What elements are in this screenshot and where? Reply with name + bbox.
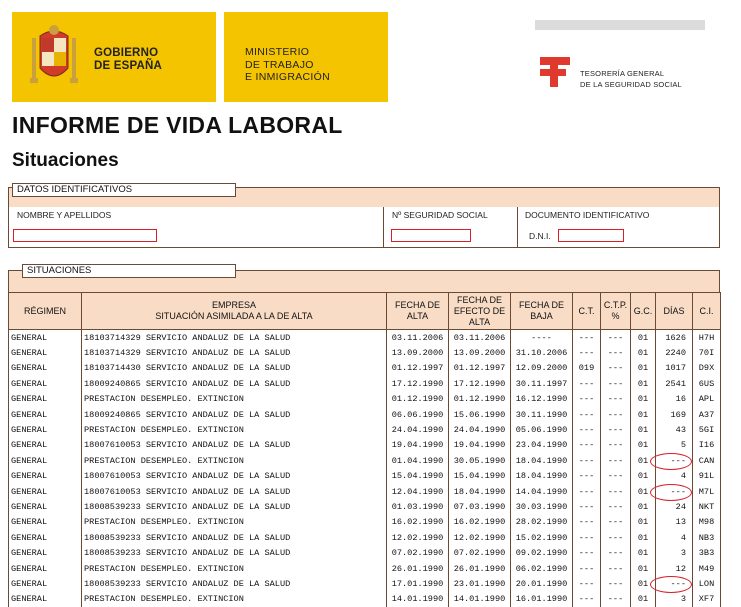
cell-ci: 6US (693, 376, 721, 391)
table-row (9, 592, 721, 607)
cell-ct: --- (573, 561, 601, 576)
cell-ci: APL (693, 392, 721, 407)
highlight-oval (650, 453, 692, 470)
cell-ci: M98 (693, 515, 721, 530)
cell-empresa: 18008539233 SERVICIO ANDALUZ DE LA SALUD (82, 545, 387, 560)
cell-gc: 01 (631, 469, 656, 484)
cell-ctp: --- (601, 545, 631, 560)
col-regimen: RÉGIMEN (9, 293, 82, 330)
cell-gc: 01 (631, 361, 656, 376)
cell-fecha-alta: 12.02.1990 (387, 530, 449, 545)
cell-gc: 01 (631, 422, 656, 437)
cell-ci: 5GI (693, 422, 721, 437)
cell-fecha-baja: 15.02.1990 (511, 530, 573, 545)
gobierno-line1: GOBIERNO (94, 47, 162, 60)
table-row (9, 453, 721, 468)
table-row (9, 530, 721, 545)
doc-label: DOCUMENTO IDENTIFICATIVO (525, 210, 649, 220)
cell-ci: CAN (693, 453, 721, 468)
dni-redacted-box (558, 229, 624, 242)
cell-fecha-baja: 14.04.1990 (511, 484, 573, 499)
cell-fecha-alta: 15.04.1990 (387, 469, 449, 484)
cell-fecha-baja: 30.11.1997 (511, 376, 573, 391)
cell-ci: NB3 (693, 530, 721, 545)
cell-fecha-efecto: 01.12.1990 (449, 392, 511, 407)
cell-fecha-baja: 12.09.2000 (511, 361, 573, 376)
cell-ci: H7H (693, 330, 721, 346)
cell-fecha-alta: 06.06.1990 (387, 407, 449, 422)
cell-ct: --- (573, 515, 601, 530)
cell-gc: 01 (631, 592, 656, 607)
table-row (9, 392, 721, 407)
cell-ci: 3B3 (693, 545, 721, 560)
gobierno-logo-block (12, 12, 216, 102)
cell-fecha-baja: 28.02.1990 (511, 515, 573, 530)
cell-fecha-efecto: 14.01.1990 (449, 592, 511, 607)
table-row (9, 469, 721, 484)
cell-fecha-efecto: 24.04.1990 (449, 422, 511, 437)
cell-fecha-efecto: 15.06.1990 (449, 407, 511, 422)
cell-fecha-baja: 23.04.1990 (511, 438, 573, 453)
col-empresa-title: EMPRESA (83, 300, 385, 311)
cell-empresa: 18007610053 SERVICIO ANDALUZ DE LA SALUD (82, 438, 387, 453)
cell-fecha-efecto: 07.02.1990 (449, 545, 511, 560)
table-body (9, 330, 721, 607)
cell-ctp: --- (601, 484, 631, 499)
cell-fecha-alta: 01.03.1990 (387, 499, 449, 514)
cell-ci: I16 (693, 438, 721, 453)
cell-fecha-efecto: 03.11.2006 (449, 330, 511, 346)
cell-dias: 169 (656, 407, 693, 422)
tgss-text (580, 68, 682, 90)
nombre-redacted-box (13, 229, 157, 242)
table-header-row (9, 293, 721, 330)
col-gc: G.C. (631, 293, 656, 330)
table-row (9, 361, 721, 376)
cell-dias: 43 (656, 422, 693, 437)
divider (517, 207, 518, 247)
cell-empresa: PRESTACION DESEMPLEO. EXTINCION (82, 592, 387, 607)
ministerio-line3: E INMIGRACIÓN (245, 71, 330, 84)
cell-regimen: GENERAL (9, 484, 82, 499)
tgss-line1: TESORERÍA GENERAL (580, 68, 682, 79)
cell-ct: --- (573, 592, 601, 607)
cell-ct: --- (573, 330, 601, 346)
table-row (9, 345, 721, 360)
cell-empresa: 18103714329 SERVICIO ANDALUZ DE LA SALUD (82, 345, 387, 360)
cell-gc: 01 (631, 438, 656, 453)
cell-fecha-baja: 18.04.1990 (511, 469, 573, 484)
cell-ctp: --- (601, 469, 631, 484)
col-ct: C.T. (573, 293, 601, 330)
cell-regimen: GENERAL (9, 345, 82, 360)
cell-fecha-efecto: 18.04.1990 (449, 484, 511, 499)
cell-regimen: GENERAL (9, 453, 82, 468)
cell-fecha-baja: 31.10.2006 (511, 345, 573, 360)
cell-ctp: --- (601, 345, 631, 360)
cell-empresa: PRESTACION DESEMPLEO. EXTINCION (82, 515, 387, 530)
ministerio-text (245, 46, 330, 84)
cell-ct: --- (573, 469, 601, 484)
cell-ci: M7L (693, 484, 721, 499)
cell-fecha-alta: 01.04.1990 (387, 453, 449, 468)
table-row (9, 545, 721, 560)
cell-fecha-efecto: 23.01.1990 (449, 576, 511, 591)
cell-regimen: GENERAL (9, 515, 82, 530)
cell-empresa: 18009240865 SERVICIO ANDALUZ DE LA SALUD (82, 376, 387, 391)
cell-dias: 13 (656, 515, 693, 530)
cell-regimen: GENERAL (9, 499, 82, 514)
cell-ctp: --- (601, 530, 631, 545)
cell-ct: 019 (573, 361, 601, 376)
cell-ct: --- (573, 484, 601, 499)
cell-ci: LON (693, 576, 721, 591)
cell-fecha-alta: 17.12.1990 (387, 376, 449, 391)
cell-gc: 01 (631, 392, 656, 407)
cell-regimen: GENERAL (9, 592, 82, 607)
cell-ct: --- (573, 407, 601, 422)
ministerio-logo-block (224, 12, 388, 102)
situaciones-table (8, 292, 721, 607)
cell-ctp: --- (601, 392, 631, 407)
cell-regimen: GENERAL (9, 530, 82, 545)
cell-fecha-baja: 05.06.1990 (511, 422, 573, 437)
cell-fecha-efecto: 12.02.1990 (449, 530, 511, 545)
cell-regimen: GENERAL (9, 361, 82, 376)
cell-ctp: --- (601, 592, 631, 607)
table-row (9, 576, 721, 591)
cell-ctp: --- (601, 407, 631, 422)
cell-fecha-efecto: 26.01.1990 (449, 561, 511, 576)
page-title: INFORME DE VIDA LABORAL (12, 112, 343, 139)
cell-gc: 01 (631, 453, 656, 468)
cell-fecha-alta: 16.02.1990 (387, 515, 449, 530)
cell-fecha-alta: 07.02.1990 (387, 545, 449, 560)
coat-of-arms-icon (26, 24, 82, 94)
cell-dias: 24 (656, 499, 693, 514)
cell-dias: 2240 (656, 345, 693, 360)
col-dias: DÍAS (656, 293, 693, 330)
cell-fecha-efecto: 15.04.1990 (449, 469, 511, 484)
cell-regimen: GENERAL (9, 576, 82, 591)
cell-ci: M49 (693, 561, 721, 576)
table-row (9, 484, 721, 499)
cell-fecha-efecto: 01.12.1997 (449, 361, 511, 376)
cell-dias: 12 (656, 561, 693, 576)
page-subtitle: Situaciones (12, 150, 119, 172)
col-empresa-subtitle: SITUACIÓN ASIMILADA A LA DE ALTA (83, 311, 385, 322)
cell-gc: 01 (631, 576, 656, 591)
cell-regimen: GENERAL (9, 422, 82, 437)
cell-regimen: GENERAL (9, 469, 82, 484)
cell-dias: --- (656, 453, 693, 468)
cell-ctp: --- (601, 422, 631, 437)
cell-empresa: PRESTACION DESEMPLEO. EXTINCION (82, 422, 387, 437)
cell-regimen: GENERAL (9, 376, 82, 391)
cell-fecha-baja: 06.02.1990 (511, 561, 573, 576)
cell-dias: 1626 (656, 330, 693, 346)
cell-ct: --- (573, 453, 601, 468)
cell-fecha-alta: 19.04.1990 (387, 438, 449, 453)
cell-ctp: --- (601, 499, 631, 514)
ministerio-line1: MINISTERIO (245, 46, 330, 59)
cell-dias: 1017 (656, 361, 693, 376)
cell-ci: 91L (693, 469, 721, 484)
cell-gc: 01 (631, 561, 656, 576)
datos-body (8, 207, 720, 248)
ministerio-line2: DE TRABAJO (245, 59, 330, 72)
table-row (9, 561, 721, 576)
cell-ct: --- (573, 376, 601, 391)
cell-ct: --- (573, 530, 601, 545)
cell-fecha-efecto: 17.12.1990 (449, 376, 511, 391)
cell-ci: XF7 (693, 592, 721, 607)
col-fecha-baja: FECHA DE BAJA (511, 293, 573, 330)
table-row (9, 376, 721, 391)
cell-empresa: 18103714430 SERVICIO ANDALUZ DE LA SALUD (82, 361, 387, 376)
cell-ct: --- (573, 499, 601, 514)
cell-regimen: GENERAL (9, 330, 82, 346)
cell-gc: 01 (631, 484, 656, 499)
col-ctp: C.T.P. % (601, 293, 631, 330)
cell-fecha-efecto: 16.02.1990 (449, 515, 511, 530)
cell-empresa: 18008539233 SERVICIO ANDALUZ DE LA SALUD (82, 499, 387, 514)
cell-fecha-alta: 01.12.1997 (387, 361, 449, 376)
cell-fecha-alta: 12.04.1990 (387, 484, 449, 499)
gobierno-line2: DE ESPAÑA (94, 60, 162, 73)
table-row (9, 499, 721, 514)
cell-ctp: --- (601, 515, 631, 530)
table-row (9, 438, 721, 453)
cell-dias: 2541 (656, 376, 693, 391)
cell-fecha-efecto: 19.04.1990 (449, 438, 511, 453)
cell-empresa: 18008539233 SERVICIO ANDALUZ DE LA SALUD (82, 530, 387, 545)
cell-ctp: --- (601, 453, 631, 468)
cell-gc: 01 (631, 407, 656, 422)
cell-gc: 01 (631, 330, 656, 346)
cell-fecha-alta: 14.01.1990 (387, 592, 449, 607)
cell-empresa: 18008539233 SERVICIO ANDALUZ DE LA SALUD (82, 576, 387, 591)
cell-fecha-baja: ---- (511, 330, 573, 346)
cell-empresa: PRESTACION DESEMPLEO. EXTINCION (82, 561, 387, 576)
col-empresa (82, 293, 387, 330)
cell-gc: 01 (631, 345, 656, 360)
cell-ct: --- (573, 392, 601, 407)
cell-regimen: GENERAL (9, 392, 82, 407)
cell-empresa: 18007610053 SERVICIO ANDALUZ DE LA SALUD (82, 469, 387, 484)
cell-ct: --- (573, 545, 601, 560)
table-row (9, 422, 721, 437)
cell-regimen: GENERAL (9, 561, 82, 576)
cell-fecha-baja: 09.02.1990 (511, 545, 573, 560)
col-fecha-efecto: FECHA DE EFECTO DE ALTA (449, 293, 511, 330)
cell-dias: 3 (656, 592, 693, 607)
col-fecha-alta: FECHA DE ALTA (387, 293, 449, 330)
cell-fecha-baja: 18.04.1990 (511, 453, 573, 468)
cell-ctp: --- (601, 438, 631, 453)
cell-empresa: 18009240865 SERVICIO ANDALUZ DE LA SALUD (82, 407, 387, 422)
cell-gc: 01 (631, 545, 656, 560)
table-row (9, 407, 721, 422)
cell-fecha-baja: 30.03.1990 (511, 499, 573, 514)
cell-fecha-alta: 13.09.2000 (387, 345, 449, 360)
cell-dias: 5 (656, 438, 693, 453)
cell-ct: --- (573, 576, 601, 591)
dni-label: D.N.I. (529, 231, 551, 241)
cell-ctp: --- (601, 361, 631, 376)
cell-empresa: PRESTACION DESEMPLEO. EXTINCION (82, 392, 387, 407)
tgss-logo-icon (538, 53, 572, 89)
redacted-bar (535, 20, 705, 30)
cell-regimen: GENERAL (9, 407, 82, 422)
highlight-oval (650, 576, 692, 593)
cell-dias: --- (656, 484, 693, 499)
cell-empresa: PRESTACION DESEMPLEO. EXTINCION (82, 453, 387, 468)
cell-ctp: --- (601, 376, 631, 391)
cell-regimen: GENERAL (9, 545, 82, 560)
nss-label: Nº SEGURIDAD SOCIAL (392, 210, 488, 220)
cell-fecha-alta: 24.04.1990 (387, 422, 449, 437)
cell-dias: --- (656, 576, 693, 591)
cell-ci: A37 (693, 407, 721, 422)
cell-fecha-alta: 17.01.1990 (387, 576, 449, 591)
col-ci: C.I. (693, 293, 721, 330)
cell-fecha-alta: 01.12.1990 (387, 392, 449, 407)
cell-dias: 4 (656, 530, 693, 545)
cell-ci: 70I (693, 345, 721, 360)
datos-section-label: DATOS IDENTIFICATIVOS (12, 183, 236, 197)
cell-empresa: 18007610053 SERVICIO ANDALUZ DE LA SALUD (82, 484, 387, 499)
cell-ctp: --- (601, 576, 631, 591)
cell-fecha-alta: 26.01.1990 (387, 561, 449, 576)
cell-ci: D9X (693, 361, 721, 376)
cell-gc: 01 (631, 376, 656, 391)
cell-ct: --- (573, 422, 601, 437)
cell-ctp: --- (601, 561, 631, 576)
cell-fecha-alta: 03.11.2006 (387, 330, 449, 346)
cell-dias: 16 (656, 392, 693, 407)
cell-dias: 4 (656, 469, 693, 484)
cell-gc: 01 (631, 530, 656, 545)
cell-empresa: 18103714329 SERVICIO ANDALUZ DE LA SALUD (82, 330, 387, 346)
situaciones-section-label: SITUACIONES (22, 264, 236, 278)
cell-ci: NKT (693, 499, 721, 514)
cell-regimen: GENERAL (9, 438, 82, 453)
cell-fecha-efecto: 13.09.2000 (449, 345, 511, 360)
cell-fecha-baja: 20.01.1990 (511, 576, 573, 591)
cell-fecha-efecto: 30.05.1990 (449, 453, 511, 468)
table-row (9, 515, 721, 530)
table-row (9, 330, 721, 346)
highlight-oval (650, 484, 692, 501)
cell-fecha-efecto: 07.03.1990 (449, 499, 511, 514)
cell-dias: 3 (656, 545, 693, 560)
cell-ctp: --- (601, 330, 631, 346)
cell-gc: 01 (631, 499, 656, 514)
cell-ct: --- (573, 438, 601, 453)
cell-fecha-baja: 16.12.1990 (511, 392, 573, 407)
cell-fecha-baja: 30.11.1990 (511, 407, 573, 422)
cell-fecha-baja: 16.01.1990 (511, 592, 573, 607)
nss-redacted-box (391, 229, 471, 242)
divider (383, 207, 384, 247)
gobierno-text (94, 47, 162, 73)
tgss-line2: DE LA SEGURIDAD SOCIAL (580, 79, 682, 90)
cell-ct: --- (573, 345, 601, 360)
cell-gc: 01 (631, 515, 656, 530)
nombre-label: NOMBRE Y APELLIDOS (17, 210, 111, 220)
